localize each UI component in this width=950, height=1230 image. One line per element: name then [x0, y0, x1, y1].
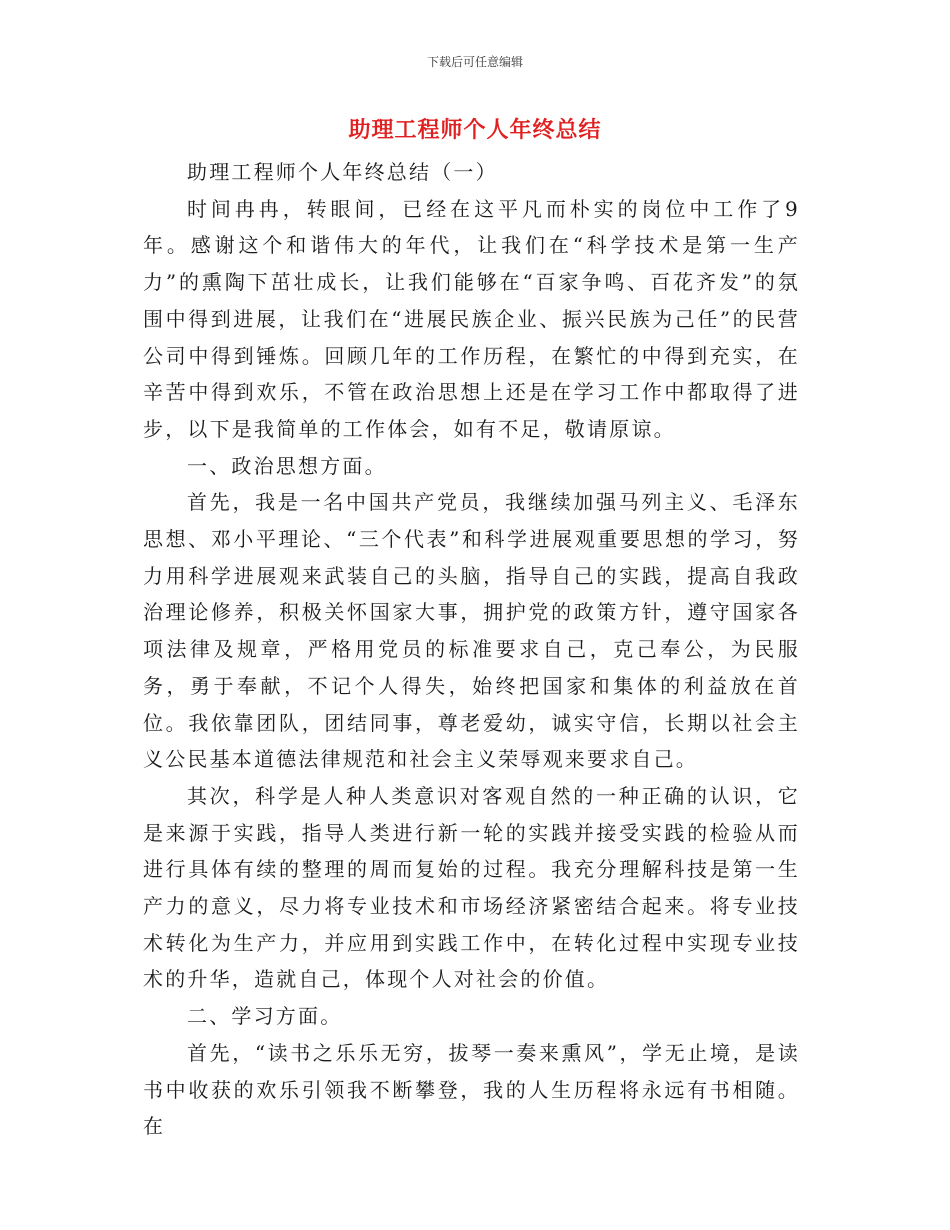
header-note: 下载后可任意编辑: [426, 55, 523, 69]
document-body: [143, 154, 800, 1145]
document-title: 助理工程师个人年终总结: [348, 117, 602, 143]
paragraph: 首先，我是一名中国共产党员，我继续加强马列主义、毛泽东思想、邓小平理论、“三个代表”和科学进展观重要思想的学习，努力用科学进展观来武装自己的头脑，指导自己的实践，提高自我政治理论修养，积极关怀国家大事，拥护党的政策方针，遵守国家各项法律及规章，严格用党员的标准要求自己，克己奉公，为民服务，勇于奉献，不记个人得失，始终把国家和集体的利益放在首位。我依靠团队，团结同事，尊老爱幼，诚实守信，长期以社会主义公民基本道德法律规范和社会主义荣辱观来要求自己。: [143, 490, 800, 772]
section-heading: 一、政治思想方面。: [187, 453, 387, 478]
section-heading: 二、学习方面。: [187, 1004, 343, 1029]
paragraph: 时间冉冉，转眼间，已经在这平凡而朴实的岗位中工作了9年。感谢这个和谐伟大的年代，让我们在“科学技术是第一生产力”的熏陶下茁壮成长，让我们能够在“百家争鸣、百花齐发”的氛围中得到进展，让我们在“进展民族企业、振兴民族为己任”的民营公司中得到锤炼。回顾几年的工作历程，在繁忙的中得到充实，在辛苦中得到欢乐，不管在政治思想上还是在学习工作中都取得了进步，以下是我简单的工作体会，如有不足，敬请原谅。: [143, 196, 800, 441]
paragraph: 其次，科学是人种人类意识对客观自然的一种正确的认识，它是来源于实践，指导人类进行新一轮的实践并接受实践的检验从而进行具体有续的整理的周而复始的过程。我充分理解科技是第一生产力的意义，尽力将专业技术和市场经济紧密结合起来。将专业技术转化为生产力，并应用到实践工作中，在转化过程中实现专业技术的升华，造就自己，体现个人对社会的价值。: [143, 783, 800, 992]
section-heading: 助理工程师个人年终总结（一）: [187, 160, 498, 184]
paragraph: 首先，“读书之乐乐无穷，拔琴一奏来熏风”，学无止境，是读书中收获的欢乐引领我不断攀登，我的人生历程将永远有书相随。在: [143, 1040, 800, 1139]
